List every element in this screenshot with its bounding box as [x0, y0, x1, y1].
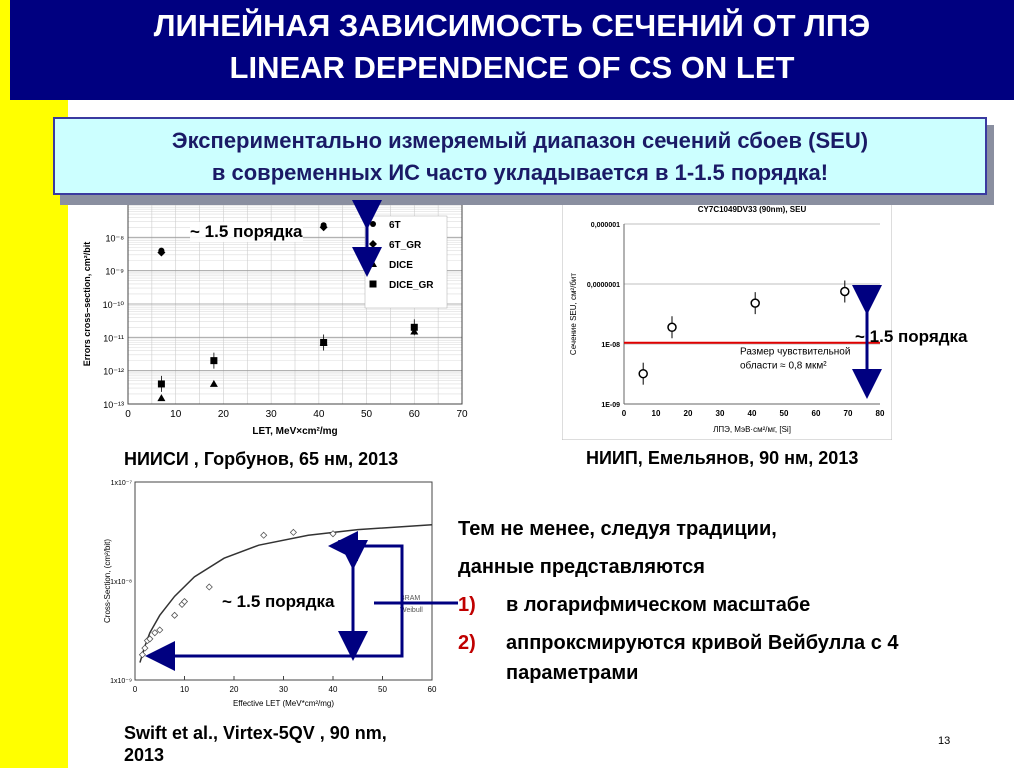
bullet-intro-2-text: данные представляются: [458, 556, 705, 578]
bullet-item-2: [458, 632, 1018, 662]
bullet-number-1: 1): [458, 594, 476, 616]
chart2-y-tick-label: 0,0000001: [586, 282, 620, 289]
chart2-y-tick-label: 1E-09: [601, 402, 620, 409]
chart2-title: CY7C1049DV33 (90nm), SEU: [697, 205, 807, 214]
caption-swift-line1: Swift et al., Virtex-5QV , 90 nm,: [124, 723, 387, 743]
chart1-point-DICE_GR: [411, 324, 418, 331]
chart1-y-tick-label: 10⁻¹²: [103, 366, 124, 377]
bullet-text-2: аппроксмируются кривой Вейбулла с 4: [506, 632, 899, 654]
chart3-legend-bram: BRAM: [400, 595, 421, 602]
chart1-legend-label: DICE_GR: [389, 280, 434, 291]
chart1-x-tick-label: 20: [217, 409, 229, 420]
annotation-order-chart3: ~ 1.5 порядка: [222, 592, 335, 611]
chart3-x-tick-label: 20: [229, 685, 239, 694]
chart1-point-DICE_GR: [158, 380, 165, 387]
chart1-y-tick-label: 10⁻¹¹: [103, 333, 124, 344]
chart3-x-tick-label: 40: [328, 685, 338, 694]
annotation-order-chart2: ~ 1.5 порядка: [855, 327, 968, 346]
chart2-annotation-line1: Размер чувствительной: [740, 346, 851, 358]
chart2-x-tick-label: 80: [875, 409, 885, 418]
chart2-y-tick-label: 1E-08: [601, 342, 620, 349]
caption-swift-line2: 2013: [124, 745, 165, 765]
callout-box: [53, 117, 987, 195]
chart3-y-axis-label: Cross-Section, (cm²/bit): [103, 538, 112, 624]
chart1-legend-label: 6T_GR: [389, 240, 422, 251]
caption-niip: НИИП, Емельянов, 90 нм, 2013: [586, 448, 859, 468]
chart3-y-tick-label: 1x10⁻⁹: [110, 678, 132, 685]
chart3-y-tick-label: 1x10⁻⁸: [110, 579, 132, 586]
chart3-x-tick-label: 30: [279, 685, 288, 694]
chart3-x-tick-label: 10: [180, 685, 189, 694]
chart1-x-tick-label: 60: [408, 409, 420, 420]
chart2-x-tick-label: 60: [811, 409, 821, 418]
chart1-x-tick-label: 50: [361, 409, 373, 420]
chart1-y-tick-label: 10⁻⁸: [105, 233, 124, 244]
chart2-point: [751, 299, 759, 307]
chart1-legend-label: 6T: [389, 220, 401, 231]
chart3-x-axis-label: Effective LET (MeV*cm²/mg): [232, 699, 335, 708]
chart3-x-tick-label: 50: [378, 685, 387, 694]
chart1-legend-marker: [370, 221, 376, 227]
bullet-text-2-cont: параметрами: [506, 662, 639, 684]
chart2-y-axis-label: Сечение SEU, см²/бит: [569, 272, 578, 356]
chart1-point-DICE_GR: [210, 357, 217, 364]
chart1-y-tick-label: 10⁻⁹: [105, 266, 124, 277]
bullet-item-1: [458, 594, 1018, 632]
chart2-x-tick-label: 10: [651, 409, 661, 418]
bullet-list: [458, 518, 1018, 700]
chart1-legend-marker: [370, 281, 377, 288]
slide-title-ru: ЛИНЕЙНАЯ ЗАВИСИМОСТЬ СЕЧЕНИЙ ОТ ЛПЭ: [153, 8, 871, 43]
bullet-intro-2: [458, 556, 1018, 594]
chart3-legend-weibull: Weibull: [400, 607, 423, 614]
bullet-text-1: в логарифмическом масштабе: [506, 594, 811, 616]
callout-line1: Экспериментально измеряемый диапазон сечений сбоев (SEU): [171, 128, 869, 153]
annotation-order-chart1: ~ 1.5 порядка: [190, 222, 303, 241]
chart1-x-tick-label: 0: [125, 409, 131, 420]
chart1-x-tick-label: 30: [265, 409, 277, 420]
chart1-x-tick-label: 10: [170, 409, 182, 420]
chart2-x-tick-label: 40: [747, 409, 757, 418]
chart2-x-axis-label: ЛПЭ, МэВ·см²/мг, [Si]: [713, 425, 791, 434]
chart3-x-tick-label: 0: [132, 685, 138, 694]
chart1-point-DICE_GR: [320, 339, 327, 346]
chart1-x-axis-label: LET, MeV×cm²/mg: [252, 426, 338, 437]
bullet-intro-1-text: Тем не менее, следуя традиции,: [458, 518, 777, 540]
bullet-item-2-cont: [458, 662, 1018, 700]
chart1-legend-label: DICE: [389, 260, 413, 271]
chart-niip: [562, 198, 892, 440]
chart2-point: [841, 287, 849, 295]
page-number: 13: [938, 735, 951, 747]
caption-niisi: НИИСИ , Горбунов, 65 нм, 2013: [124, 449, 399, 469]
bullet-intro-1: [458, 518, 1018, 556]
chart3-y-tick-label: 1x10⁻⁷: [110, 480, 132, 487]
chart3-x-tick-label: 60: [427, 685, 437, 694]
chart2-x-tick-label: 20: [683, 409, 693, 418]
chart2-x-tick-label: 70: [843, 409, 853, 418]
chart2-x-tick-label: 50: [779, 409, 789, 418]
chart1-y-tick-label: 10⁻¹³: [103, 400, 124, 410]
bullet-number-2: 2): [458, 632, 476, 654]
left-accent-stripe: [0, 0, 68, 768]
chart1-x-tick-label: 40: [313, 409, 325, 420]
chart2-x-tick-label: 0: [621, 409, 627, 418]
chart2-point: [668, 323, 676, 331]
callout-line2: в современных ИС часто укладывается в 1-1.5 порядка!: [211, 160, 829, 185]
chart1-y-axis-label: Errors cross–section, cm²/bit: [82, 241, 92, 367]
chart1-y-tick-label: 10⁻¹⁰: [102, 300, 124, 310]
chart2-y-tick-label: 0,000001: [590, 222, 620, 229]
chart2-x-tick-label: 30: [715, 409, 725, 418]
chart1-x-tick-label: 70: [456, 409, 468, 420]
slide-title-en: LINEAR DEPENDENCE OF CS ON LET: [229, 50, 795, 85]
chart2-point: [639, 370, 647, 378]
chart2-annotation-line2: области ≈ 0,8 мкм²: [740, 360, 827, 372]
caption-swift: [124, 722, 387, 766]
